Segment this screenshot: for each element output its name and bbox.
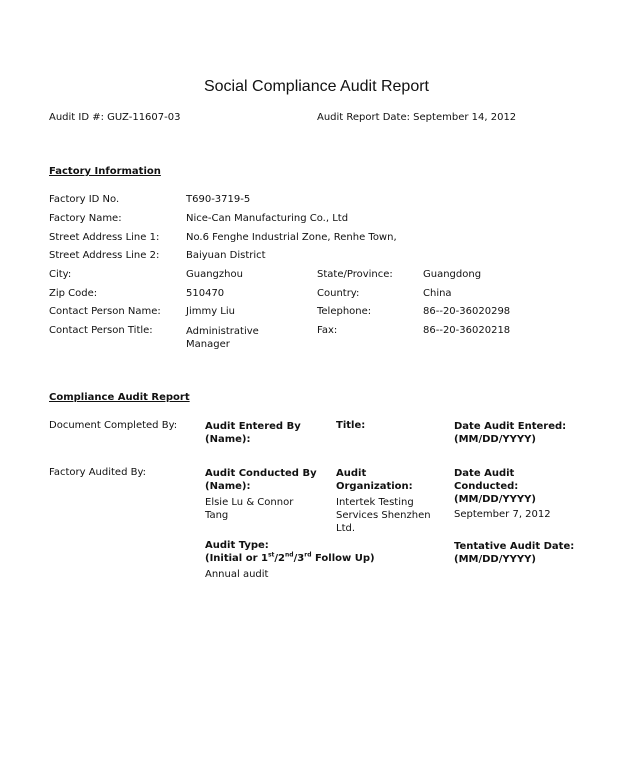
fax-value: 86--20-36020218: [423, 325, 511, 336]
audit-org-value: Intertek Testing Services Shenzhen Ltd.: [336, 497, 431, 534]
doc-completed-label: Document Completed By:: [49, 420, 178, 431]
telephone-value: 86--20-36020298: [423, 306, 511, 317]
audit-type-label: Audit Type:: [205, 540, 269, 551]
city-value: Guangzhou: [186, 269, 243, 280]
city-label: City:: [49, 269, 72, 280]
contact-name-label: Contact Person Name:: [49, 306, 161, 317]
fax-label: Fax:: [317, 325, 338, 336]
audit-type-part2: /2: [274, 553, 286, 564]
audit-org-label: Audit Organization:: [336, 468, 413, 492]
title-label: Title:: [336, 420, 366, 431]
zip-value: 510470: [186, 288, 225, 299]
tentative-date-label: Tentative Audit Date: (MM/DD/YYYY): [454, 541, 575, 565]
street2-value: Baiyuan District: [186, 250, 266, 261]
contact-name-value: Jimmy Liu: [186, 306, 235, 317]
auditors-value: Elsie Lu & Connor Tang: [205, 497, 294, 521]
factory-name-value: Nice-Can Manufacturing Co., Ltd: [186, 213, 349, 224]
sup-nd: nd: [285, 551, 294, 559]
report-date: Audit Report Date: September 14, 2012: [317, 112, 517, 123]
country-label: Country:: [317, 288, 360, 299]
factory-id-value: T690-3719-5: [186, 194, 251, 205]
audit-type-value: Annual audit: [205, 569, 269, 580]
factory-id-label: Factory ID No.: [49, 194, 120, 205]
page-title: Social Compliance Audit Report: [203, 78, 429, 95]
audit-type-part3: /3: [293, 553, 305, 564]
date-entered: Date Audit Entered: (MM/DD/YYYY): [454, 421, 567, 445]
audit-type-part1: (Initial or 1: [205, 553, 268, 564]
date-conducted-label: Date Audit Conducted: (MM/DD/YYYY): [454, 468, 536, 505]
state-value: Guangdong: [423, 269, 482, 280]
country-value: China: [423, 288, 452, 299]
audit-conducted-by: Audit Conducted By (Name):: [205, 468, 317, 492]
contact-title-label: Contact Person Title:: [49, 325, 153, 336]
audit-entered-by: Audit Entered By (Name):: [205, 421, 301, 445]
sup-st: st: [267, 551, 275, 559]
zip-label: Zip Code:: [49, 288, 98, 299]
sup-rd: rd: [304, 551, 312, 559]
street1-label: Street Address Line 1:: [49, 232, 160, 243]
state-label: State/Province:: [317, 269, 393, 280]
contact-title-value: Administrative Manager: [186, 326, 259, 350]
date-conducted-value: September 7, 2012: [454, 509, 551, 520]
audit-type-part4: Follow Up): [311, 553, 375, 564]
compliance-heading: Compliance Audit Report: [49, 392, 190, 403]
street2-label: Street Address Line 2:: [49, 250, 160, 261]
factory-info-heading: Factory Information: [49, 166, 161, 177]
street1-value: No.6 Fenghe Industrial Zone, Renhe Town,: [186, 232, 397, 243]
factory-name-label: Factory Name:: [49, 213, 122, 224]
telephone-label: Telephone:: [317, 306, 372, 317]
factory-audited-label: Factory Audited By:: [49, 467, 147, 478]
audit-type-options: [205, 553, 375, 564]
audit-id: Audit ID #: GUZ-11607-03: [49, 112, 181, 123]
